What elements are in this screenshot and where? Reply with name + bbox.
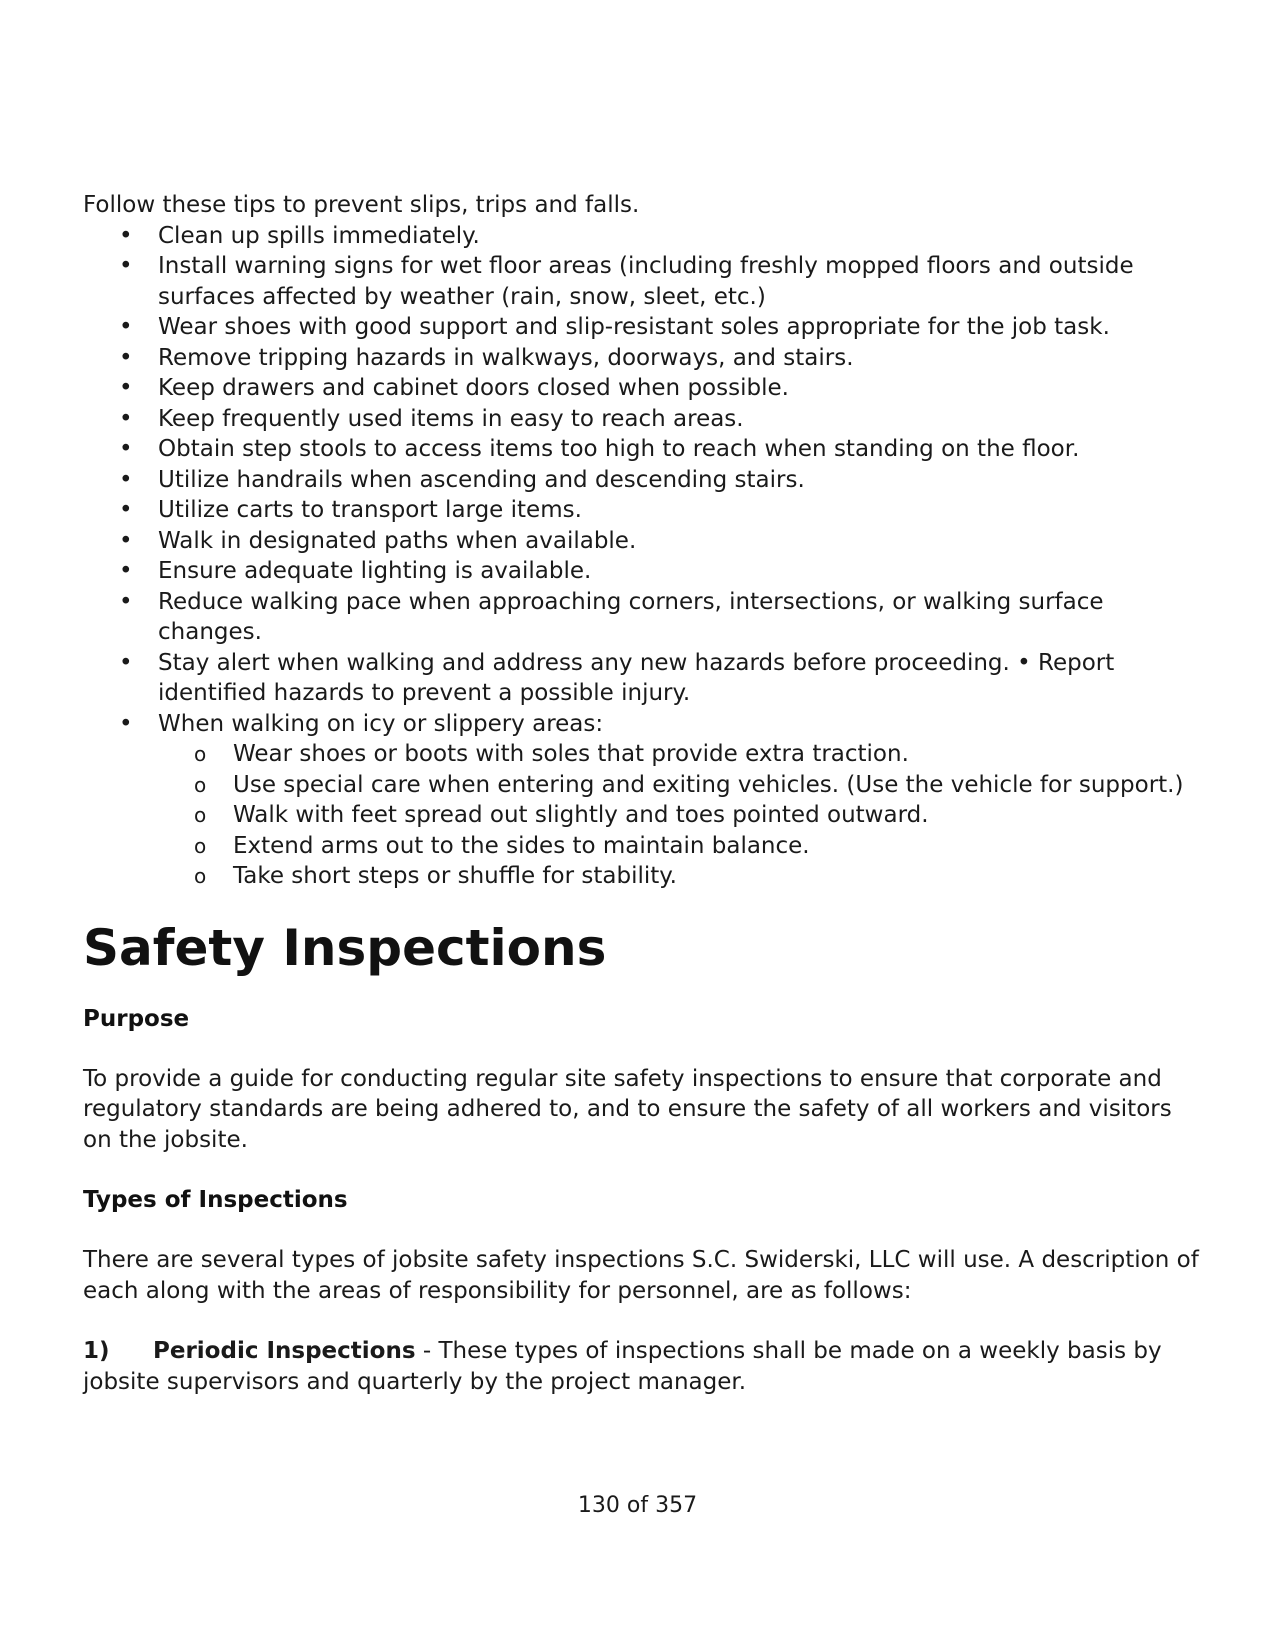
list-item: • Keep frequently used items in easy to reach areas. — [83, 404, 1203, 435]
list-item: • Remove tripping hazards in walkways, doorways, and stairs. — [83, 343, 1203, 374]
list-item: • Ensure adequate lighting is available. — [83, 556, 1203, 587]
list-item: • Wear shoes with good support and slip-resistant soles appropriate for the job task. — [83, 312, 1203, 343]
bullet-icon: • — [119, 436, 133, 462]
list-item: o Wear shoes or boots with soles that provide extra traction. — [158, 739, 1203, 770]
list-item: o Walk with feet spread out slightly and toes pointed outward. — [158, 800, 1203, 831]
bullet-icon: • — [119, 497, 133, 523]
circle-bullet-icon: o — [194, 803, 207, 827]
list-item: • Obtain step stools to access items too high to reach when standing on the floor. — [83, 434, 1203, 465]
item-term: Periodic Inspections — [153, 1338, 416, 1364]
bullet-icon: • — [119, 466, 133, 493]
bullet-icon: • — [119, 405, 133, 432]
bullet-icon: • — [119, 253, 133, 279]
page-number: 130 of 357 — [577, 1493, 698, 1518]
list-item: • Stay alert when walking and address any new hazards before proceeding. • Report identified hazards to prevent a possible injury. — [119, 649, 1115, 706]
document-page — [83, 190, 1203, 1397]
circle-bullet-icon: o — [194, 772, 207, 797]
circle-bullet-icon: o — [194, 833, 207, 858]
purpose-heading: Purpose — [83, 1005, 190, 1032]
list-item: o Extend arms out to the sides to maintain balance. — [158, 831, 1203, 862]
intro-text: Follow these tips to prevent slips, trips and falls. — [83, 192, 640, 218]
list-item: • Utilize handrails when ascending and descending stairs. — [83, 465, 1203, 496]
icy-tips-list — [158, 739, 1203, 892]
bullet-icon: • — [119, 344, 133, 371]
purpose-text: To provide a guide for conducting regular site safety inspections to ensure that corporate and regulatory standards are being adhered to, and to ensure the safety of all workers and visitors on the jobsite. — [83, 1065, 1172, 1153]
list-item: • When walking on icy or slippery areas: — [83, 709, 1203, 740]
bullet-icon: • — [119, 527, 133, 554]
list-item: • Keep drawers and cabinet doors closed when possible. — [83, 373, 1203, 404]
bullet-icon: • — [119, 375, 133, 401]
tips-list — [83, 221, 1203, 740]
item-number: 1) — [83, 1338, 110, 1364]
list-item: o Take short steps or shuffle for stability. — [158, 861, 1203, 892]
list-item: • Clean up spills immediately. — [83, 221, 1203, 252]
types-heading: Types of Inspections — [83, 1187, 348, 1213]
bullet-icon: • — [119, 558, 133, 584]
bullet-icon: • — [119, 710, 133, 737]
list-item: • Utilize carts to transport large items. — [83, 495, 1203, 526]
periodic-inspections-item — [83, 1336, 1203, 1397]
bullet-icon: • — [119, 314, 133, 340]
list-item: • Walk in designated paths when available. — [83, 526, 1203, 557]
bullet-icon: • — [119, 222, 133, 249]
circle-bullet-icon: o — [194, 864, 207, 888]
list-item: • Install warning signs for wet floor areas (including freshly mopped floors and outside surfaces affected by weather (rain, snow, sleet, etc.) — [119, 253, 1134, 310]
types-text: There are several types of jobsite safety inspections S.C. Swiderski, LLC will use. A description of each along with the areas of responsibility for personnel, are as follows: — [83, 1247, 1199, 1304]
section-title: Safety Inspections — [83, 918, 607, 977]
circle-bullet-icon: o — [194, 742, 207, 766]
list-item: o Use special care when entering and exiting vehicles. (Use the vehicle for support.) — [158, 770, 1203, 801]
list-item: • Reduce walking pace when approaching corners, intersections, or walking surface changes. — [119, 588, 1104, 645]
item-text: - These types of inspections shall be made on a weekly basis by jobsite supervisors and quarterly by the project manager. — [83, 1338, 1162, 1395]
bullet-icon: • — [119, 588, 133, 615]
bullet-icon: • — [119, 649, 133, 676]
